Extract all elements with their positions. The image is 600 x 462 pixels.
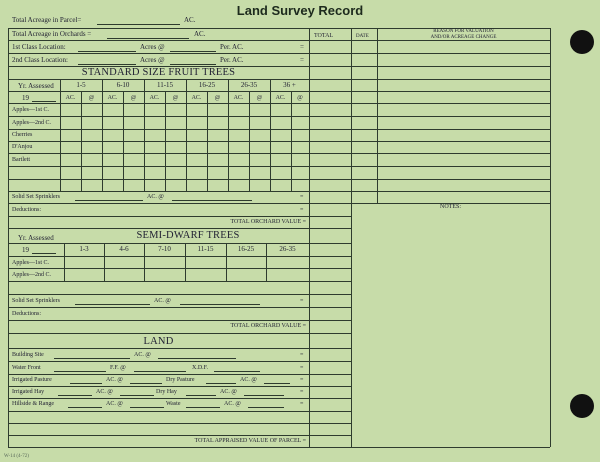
row-line (8, 423, 351, 424)
semi-year-blank (32, 253, 56, 254)
row-line (8, 411, 351, 412)
standard-sprinklers-blank (75, 200, 143, 201)
standard-at-header: @ (130, 95, 137, 101)
acreage-orchards-label: Total Acreage in Orchards = (12, 30, 92, 38)
hillside-rate-blank (130, 407, 164, 408)
second-class-blank (78, 64, 136, 65)
semi-yr-assessed: Yr. Assessed (18, 234, 54, 242)
building-site-ac: AC. @ (134, 352, 151, 358)
waste-ac: AC. @ (224, 401, 241, 407)
irrigated-pasture-blank (70, 383, 102, 384)
row-line (8, 243, 351, 244)
standard-age-group: 26-35 (240, 81, 258, 89)
row-line (8, 256, 351, 257)
waste-label: Waste (166, 401, 181, 407)
standard-row-label: Apples—2nd C. (12, 120, 51, 126)
standard-sprinklers-rate-blank (172, 200, 252, 201)
row-line (8, 91, 550, 92)
dry-hay-label: Dry Hay (156, 389, 177, 395)
acreage-parcel-ac: AC. (184, 16, 196, 24)
row-line (8, 129, 550, 130)
second-class-label: 2nd Class Location: (12, 56, 68, 64)
water-front-ff-blank (134, 371, 186, 372)
reason-header-line1: REASON FOR VALUATION (433, 29, 494, 34)
semi-total-orchard-value: TOTAL ORCHARD VALUE = (230, 323, 306, 329)
form-number: W-14 (4-72) (4, 454, 29, 459)
standard-age-group: 11-15 (156, 81, 174, 89)
standard-deductions-equals: = (300, 207, 304, 213)
semi-deductions-label: Deductions: (12, 311, 41, 317)
hillside-blank (68, 407, 102, 408)
standard-ac-header: AC. (65, 95, 76, 101)
semi-row-label: Apples—2nd C. (12, 272, 51, 278)
semi-year-prefix: 19 (22, 246, 29, 254)
standard-ac-header: AC. (149, 95, 160, 101)
standard-sprinklers-ac: AC. @ (147, 194, 164, 200)
first-class-blank (78, 51, 136, 52)
first-class-rate-blank (170, 51, 216, 52)
irrigated-hay-blank (58, 395, 92, 396)
waste-blank (186, 407, 220, 408)
hillside-label: Hillside & Range (12, 401, 54, 407)
standard-ac-header: AC. (191, 95, 202, 101)
water-front-xdf-blank (214, 371, 260, 372)
row-line (8, 153, 550, 154)
row-line (8, 307, 351, 308)
semi-sprinklers-equals: = (300, 298, 304, 304)
dry-pasture-label: Dry Pasture (166, 377, 195, 383)
standard-age-group: 16-25 (198, 81, 216, 89)
row-line (8, 268, 351, 269)
standard-total-orchard-value: TOTAL ORCHARD VALUE = (230, 219, 306, 225)
standard-ac-header: AC. (275, 95, 286, 101)
irrigated-pasture-ac: AC. @ (106, 377, 123, 383)
grid-line (207, 91, 208, 191)
row-line (8, 216, 351, 217)
dry-hay-ac: AC. @ (220, 389, 237, 395)
irrigated-pasture-label: Irrigated Pasture (12, 377, 52, 383)
dry-pasture-ac: AC. @ (240, 377, 257, 383)
semi-age-group: 11-15 (197, 245, 214, 253)
dry-hay-blank (186, 395, 216, 396)
acreage-orchards-blank (107, 38, 189, 39)
first-class-per: Per. AC. (220, 43, 244, 51)
irrigated-hay-equals: = (300, 389, 304, 395)
standard-at-header: @ (297, 95, 303, 101)
waste-rate-blank (248, 407, 284, 408)
grid-line (291, 91, 292, 191)
standard-age-group: 1-5 (76, 81, 86, 89)
building-site-rate-blank (158, 358, 236, 359)
grid-line (123, 91, 124, 191)
standard-year-prefix: 19 (22, 94, 29, 102)
punch-hole-bottom (570, 394, 594, 418)
reason-header-line2: AND/OR ACREAGE CHANGE (430, 35, 497, 40)
standard-at-header: @ (214, 95, 221, 101)
acreage-parcel-label: Total Acreage in Parcel= (12, 16, 82, 24)
semi-age-group: 1-3 (79, 245, 89, 253)
total-appraised-value: TOTAL APPRAISED VALUE OF PARCEL = (194, 438, 306, 444)
row-line (8, 228, 351, 229)
first-class-equals: = (300, 43, 304, 51)
second-class-rate-blank (170, 64, 216, 65)
punch-hole-top (570, 30, 594, 54)
semi-row-label: Apples—1st C. (12, 260, 50, 266)
irrigated-pasture-rate-blank (130, 383, 162, 384)
standard-row-label: Cherries (12, 132, 33, 138)
building-site-equals: = (300, 352, 304, 358)
row-line (8, 53, 550, 54)
second-class-equals: = (300, 56, 304, 64)
row-line (8, 141, 550, 142)
water-front-xdf: X.D.F. (192, 365, 209, 371)
first-class-label: 1st Class Location: (12, 43, 66, 51)
building-site-label: Building Site (12, 352, 44, 358)
hillside-equals: = (300, 401, 304, 407)
irrigated-hay-rate-blank (120, 395, 154, 396)
semi-dwarf-heading: SEMI-DWARF TREES (136, 230, 240, 241)
second-class-per: Per. AC. (220, 56, 244, 64)
standard-row-label: Apples—1st C. (12, 107, 50, 113)
water-front-equals: = (300, 365, 304, 371)
irrigated-pasture-equals: = (300, 377, 304, 383)
standard-at-header: @ (256, 95, 263, 101)
row-line (8, 166, 550, 167)
standard-trees-heading: STANDARD SIZE FRUIT TREES (81, 67, 236, 78)
dry-pasture-blank (206, 383, 236, 384)
row-line (8, 79, 550, 80)
row-line (8, 281, 351, 282)
semi-age-group: 7-10 (158, 245, 171, 253)
building-site-blank (54, 358, 130, 359)
semi-sprinklers-rate-blank (180, 304, 260, 305)
semi-age-group: 16-25 (237, 245, 255, 253)
row-line (8, 386, 351, 387)
land-heading: LAND (143, 336, 174, 347)
row-line (8, 116, 550, 117)
frame-right (550, 28, 551, 447)
standard-at-header: @ (88, 95, 95, 101)
standard-ac-header: AC. (107, 95, 118, 101)
grid-line (249, 91, 250, 191)
standard-at-header: @ (172, 95, 179, 101)
row-line (8, 40, 550, 41)
second-class-acres: Acres @ (140, 56, 165, 64)
semi-sprinklers-label: Solid Set Sprinklers (12, 298, 61, 304)
water-front-blank (54, 371, 106, 372)
form-title: Land Survey Record (236, 3, 364, 18)
row-line (8, 398, 351, 399)
standard-age-group: 6-10 (116, 81, 130, 89)
hillside-ac: AC. @ (106, 401, 123, 407)
standard-year-blank (32, 101, 56, 102)
notes-header: NOTES: (440, 204, 461, 210)
row-line (8, 435, 351, 436)
row-line (8, 203, 550, 204)
irrigated-hay-label: Irrigated Hay (12, 389, 45, 395)
semi-sprinklers-blank (75, 304, 150, 305)
standard-age-group: 36 + (283, 81, 296, 89)
standard-row-label: D'Anjou (12, 144, 33, 150)
acreage-parcel-blank (97, 24, 180, 25)
row-line (8, 348, 351, 349)
semi-age-group: 4-6 (119, 245, 129, 253)
standard-ac-header: AC. (233, 95, 244, 101)
row-line (8, 191, 550, 192)
acreage-orchards-ac: AC. (194, 30, 206, 38)
row-line (8, 103, 550, 104)
semi-age-group: 26-35 (279, 245, 296, 253)
grid-line (81, 91, 82, 191)
date-column-header: DATE (356, 34, 369, 39)
standard-deductions-label: Deductions: (12, 207, 41, 213)
irrigated-hay-ac: AC. @ (96, 389, 113, 395)
row-line (8, 294, 351, 295)
frame-bottom (8, 447, 550, 448)
water-front-ff: F.F. @ (110, 365, 126, 371)
row-line (8, 333, 351, 334)
standard-yr-assessed: Yr. Assessed (18, 82, 54, 90)
row-line (8, 320, 351, 321)
standard-sprinklers-label: Solid Set Sprinklers (12, 194, 61, 200)
dry-pasture-rate-blank (264, 383, 290, 384)
row-line (8, 374, 351, 375)
standard-row-label: Bartlett (12, 157, 30, 163)
standard-sprinklers-equals: = (300, 194, 304, 200)
dry-hay-rate-blank (244, 395, 284, 396)
semi-sprinklers-ac: AC. @ (154, 298, 171, 304)
water-front-label: Water Front (12, 365, 41, 371)
first-class-acres: Acres @ (140, 43, 165, 51)
grid-line (165, 91, 166, 191)
total-column-header: TOTAL (314, 33, 334, 39)
row-line (8, 361, 351, 362)
row-line (8, 179, 550, 180)
